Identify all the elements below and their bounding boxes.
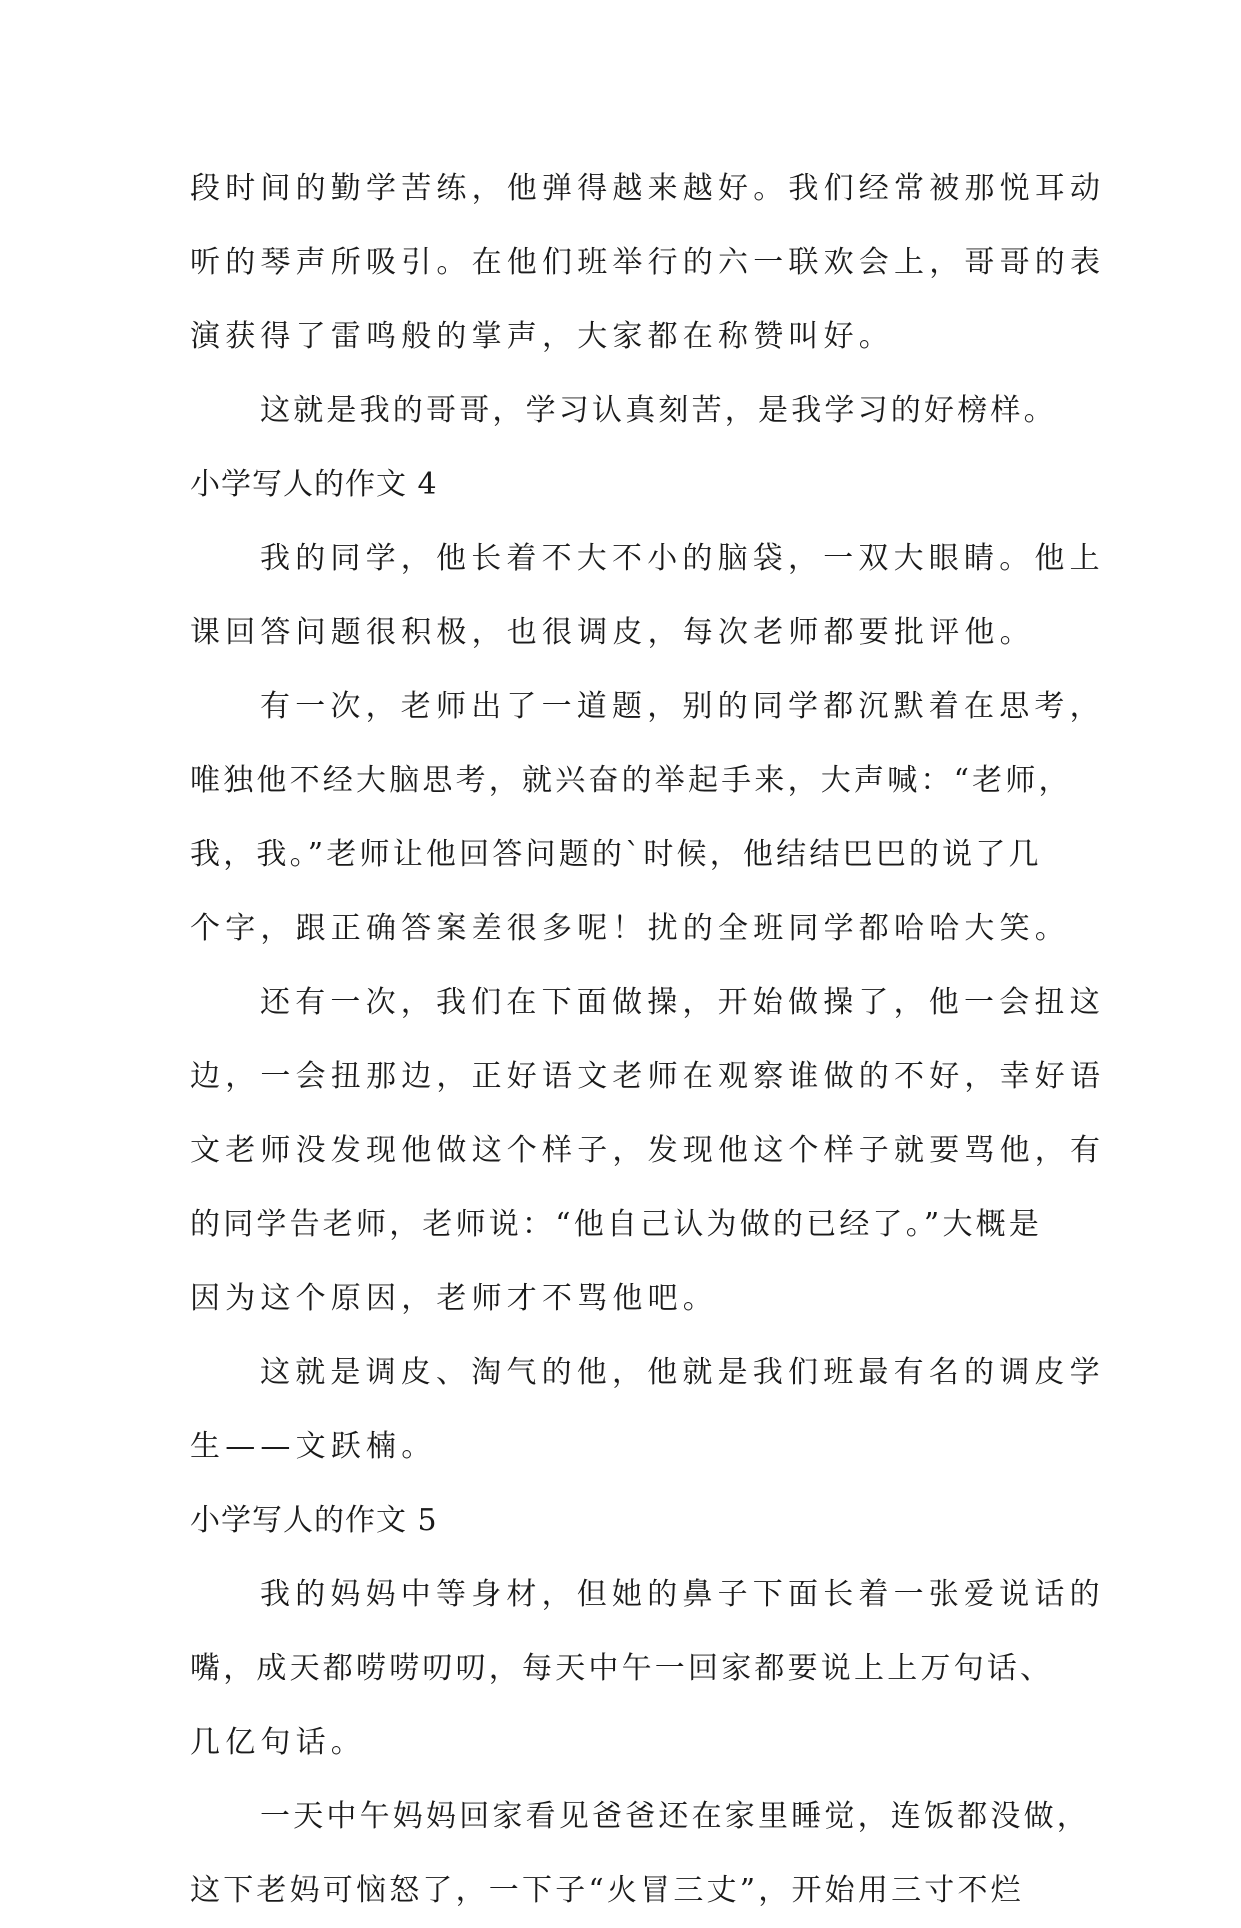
text-line: 边，一会扭那边，正好语文老师在观察谁做的不好，幸好语 bbox=[190, 1059, 1106, 1094]
text-line: 课回答问题很积极，也很调皮，每次老师都要批评他。 bbox=[190, 615, 1035, 650]
paragraph-start-line: 还有一次，我们在下面做操，开始做操了，他一会扭这 bbox=[260, 985, 1105, 1020]
text-line: 嘴，成天都唠唠叨叨，每天中午一回家都要说上上万句话、 bbox=[190, 1651, 1054, 1686]
text-line: 生——文跃楠。 bbox=[190, 1429, 437, 1464]
section-heading-4: 小学写人的作文 4 bbox=[190, 467, 438, 502]
paragraph-start-line: 这就是我的哥哥，学习认真刻苦，是我学习的好榜样。 bbox=[260, 393, 1057, 428]
text-line: 我，我。”老师让他回答问题的`时候，他结结巴巴的说了几 bbox=[190, 837, 1042, 872]
paragraph-start-line: 我的同学，他长着不大不小的脑袋，一双大眼睛。他上 bbox=[260, 541, 1105, 576]
text-line: 的同学告老师，老师说：“他自己认为做的已经了。”大概是 bbox=[190, 1207, 1043, 1242]
paragraph-start-line: 一天中午妈妈回家看见爸爸还在家里睡觉，连饭都没做， bbox=[260, 1799, 1090, 1834]
document-body bbox=[190, 152, 1106, 1928]
paragraph-start-line: 有一次，老师出了一道题，别的同学都沉默着在思考， bbox=[260, 689, 1105, 724]
section-heading-5: 小学写人的作文 5 bbox=[190, 1503, 438, 1538]
text-line: 这下老妈可恼怒了，一下子“火冒三丈”，开始用三寸不烂 bbox=[190, 1873, 1024, 1908]
paragraph-start-line: 这就是调皮、淘气的他，他就是我们班最有名的调皮学 bbox=[260, 1355, 1105, 1390]
text-line: 演获得了雷鸣般的掌声，大家都在称赞叫好。 bbox=[190, 319, 894, 354]
text-line: 因为这个原因，老师才不骂他吧。 bbox=[190, 1281, 718, 1316]
text-line: 文老师没发现他做这个样子，发现他这个样子就要骂他，有 bbox=[190, 1133, 1106, 1168]
text-line: 个字，跟正确答案差很多呢！扰的全班同学都哈哈大笑。 bbox=[190, 911, 1070, 946]
paragraph-start-line: 我的妈妈中等身材，但她的鼻子下面长着一张爱说话的 bbox=[260, 1577, 1105, 1612]
text-line: 听的琴声所吸引。在他们班举行的六一联欢会上，哥哥的表 bbox=[190, 245, 1106, 280]
text-line: 段时间的勤学苦练，他弹得越来越好。我们经常被那悦耳动 bbox=[190, 171, 1106, 206]
text-line: 唯独他不经大脑思考，就兴奋的举起手来，大声喊：“老师， bbox=[190, 763, 1072, 798]
text-line: 几亿句话。 bbox=[190, 1725, 366, 1760]
